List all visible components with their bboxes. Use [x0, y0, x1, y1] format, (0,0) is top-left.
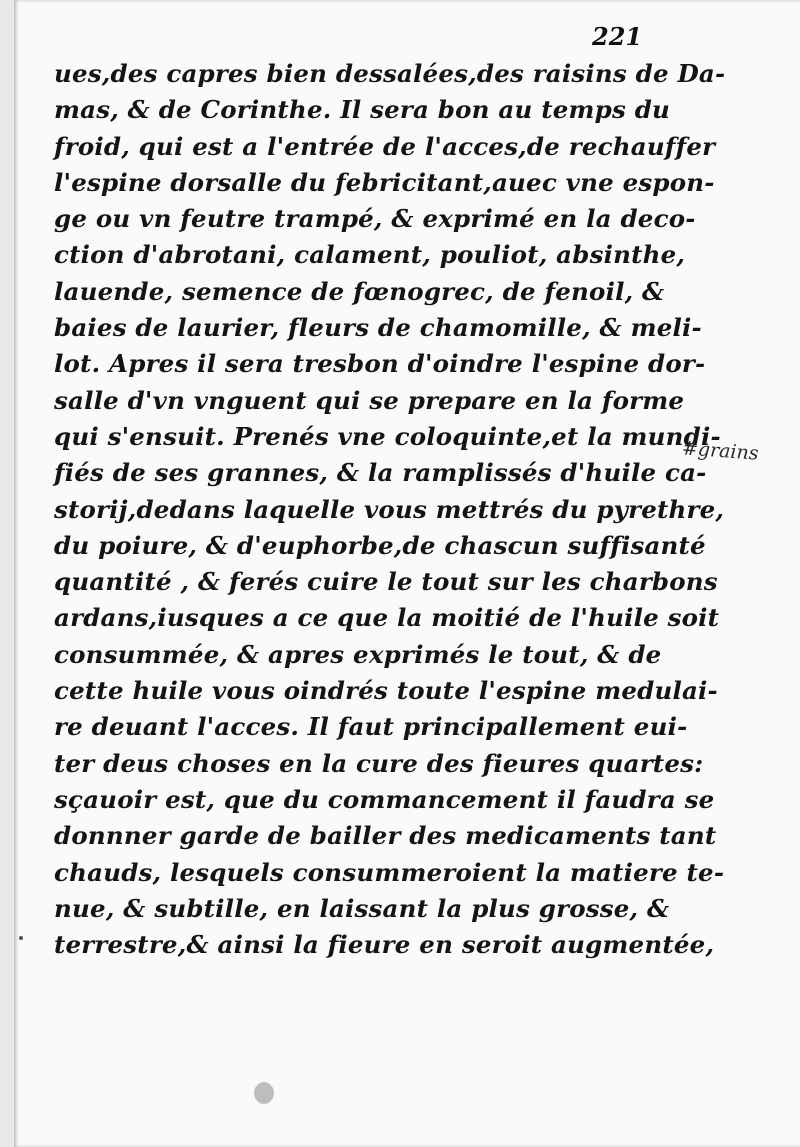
- paper-blemish: [19, 936, 23, 940]
- text-line: qui s'ensuit. Prenés vne coloquinte,et la mundi-: [54, 421, 721, 451]
- text-line: baies de laurier, fleurs de chamomille, & meli-: [54, 313, 702, 343]
- page-number: 221: [592, 22, 643, 51]
- text-line: cette huile vous oindrés toute l'espine medulai-: [54, 676, 718, 706]
- paper-blemish: [254, 1082, 274, 1104]
- text-line: re deuant l'acces. Il faut principallement eui-: [54, 712, 688, 742]
- text-line: froid, qui est a l'entrée de l'acces,de rechauffer: [54, 131, 716, 161]
- text-line: terrestre,& ainsi la fieure en seroit augmentée,: [54, 930, 715, 960]
- text-line: ter deus choses en la cure des fieures quartes:: [54, 748, 704, 778]
- text-line: salle d'vn vnguent qui se prepare en la forme: [54, 385, 685, 415]
- text-line: consummée, & apres exprimés le tout, & de: [54, 639, 662, 669]
- text-line: quantité , & ferés cuire le tout sur les charbons: [54, 567, 718, 597]
- text-line: ge ou vn feutre trampé, & exprimé en la deco-: [54, 204, 696, 234]
- text-line: nue, & subtille, en laissant la plus grosse, &: [54, 893, 670, 923]
- text-line: ardans,iusques a ce que la moitié de l'huile soit: [54, 603, 720, 633]
- text-line: chauds, lesquels consummeroient la matiere te-: [54, 857, 725, 887]
- text-line: ues,des capres bien dessalées,des raisins de Da-: [54, 59, 726, 88]
- text-line: ction d'abrotani, calament, pouliot, absinthe,: [54, 240, 686, 270]
- text-line: sçauoir est, que du commancement il faudra se: [54, 784, 715, 814]
- text-line: lauende, semence de fœnogrec, de fenoil, &: [54, 276, 665, 306]
- margin-annotation: #grains: [681, 437, 760, 465]
- text-line: mas, & de Corinthe. Il sera bon au temps du: [54, 95, 671, 125]
- text-line: l'espine dorsalle du febricitant,auec vne espon-: [54, 167, 715, 197]
- text-line: du poiure, & d'euphorbe,de chascun suffisanté: [54, 530, 706, 560]
- text-line: fiés de ses grannes, & la ramplissés d'huile ca-: [54, 458, 707, 488]
- text-line: donnner garde de bailler des medicaments tant: [54, 821, 717, 851]
- text-line: storij,dedans laquelle vous mettrés du pyrethre,: [54, 494, 725, 524]
- book-page: [14, 0, 800, 1147]
- text-line: lot. Apres il sera tresbon d'oindre l'espine dor-: [54, 349, 706, 379]
